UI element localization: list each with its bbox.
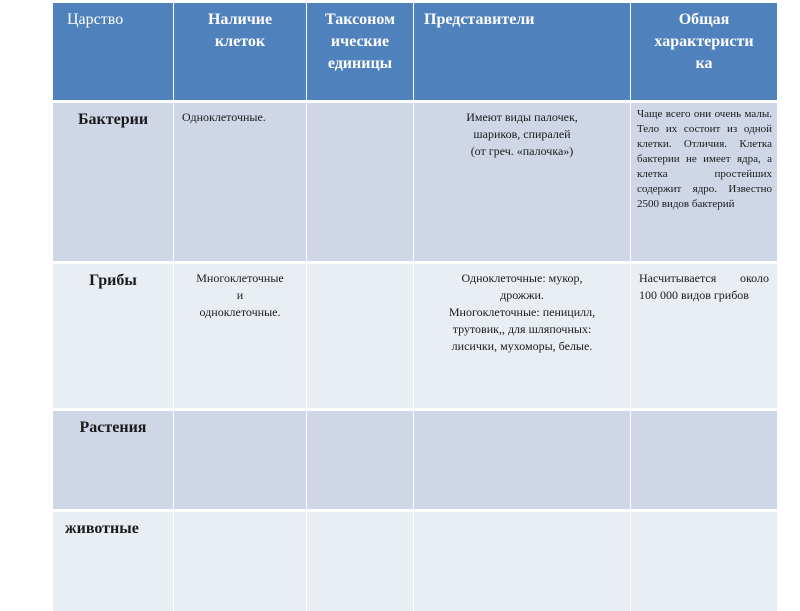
row-kingdom-plants: Растения [53,411,173,509]
header-cells [174,3,306,100]
row-characteristics-fungi: Насчитывается около 100 000 видов грибов [631,264,777,408]
header-representatives-text: Представители [424,11,535,28]
cells-line: Многоклеточные [196,271,284,285]
row-kingdom-fungi: Грибы [53,264,173,408]
row-cells-fungi [174,264,306,408]
row-representatives-plants [414,411,630,509]
header-cells-line: клеток [214,33,266,50]
row-cells-bacteria: Одноклеточные. [174,103,306,261]
cells-line: одноклеточные. [199,305,281,319]
header-characteristics-line: ка [695,55,713,72]
header-characteristics-line: Общая [678,11,730,28]
row-representatives-fungi [414,264,630,408]
representatives-line: Имеют виды палочек, [466,110,578,124]
row-kingdom-bacteria: Бактерии [53,103,173,261]
row-taxonomy-plants [307,411,413,509]
cells-line: и [236,288,244,302]
header-kingdom [53,3,173,100]
representatives-line: шариков, спиралей [473,127,571,141]
row-characteristics-bacteria: Чаще всего они очень малы. Тело их состоит из одной клетки. Отличия. Клетка бактерии не имеет ядра, а клетка простейших содержит ядро. Известно 2500 видов бактерий [631,103,777,261]
header-representatives [414,3,630,100]
header-taxonomy-line: ические [330,33,390,50]
row-cells-plants [174,411,306,509]
header-kingdom-text: Царство [67,11,124,28]
kingdoms-table [53,3,773,611]
representatives-line: трутовик,, для шляпочных: [452,322,592,336]
row-representatives-animals [414,512,630,611]
row-representatives-bacteria [414,103,630,261]
representatives-line: Многоклеточные: пеницилл, [448,305,596,319]
row-characteristics-plants [631,411,777,509]
row-taxonomy-animals [307,512,413,611]
header-characteristics [631,3,777,100]
representatives-line: лисички, мухоморы, белые. [451,339,593,353]
row-taxonomy-bacteria [307,103,413,261]
header-taxonomy-line: единицы [327,55,393,72]
representatives-line: (от греч. «палочка») [470,144,574,158]
representatives-line: Одноклеточные: мукор, [461,271,583,285]
row-cells-animals [174,512,306,611]
header-cells-line: Наличие [207,11,273,28]
header-taxonomy-line: Таксоном [324,11,395,28]
row-taxonomy-fungi [307,264,413,408]
row-characteristics-animals [631,512,777,611]
row-kingdom-animals: животные [53,512,173,611]
header-characteristics-line: характеристи [654,33,754,50]
representatives-line: дрожжи. [500,288,544,302]
header-taxonomy [307,3,413,100]
